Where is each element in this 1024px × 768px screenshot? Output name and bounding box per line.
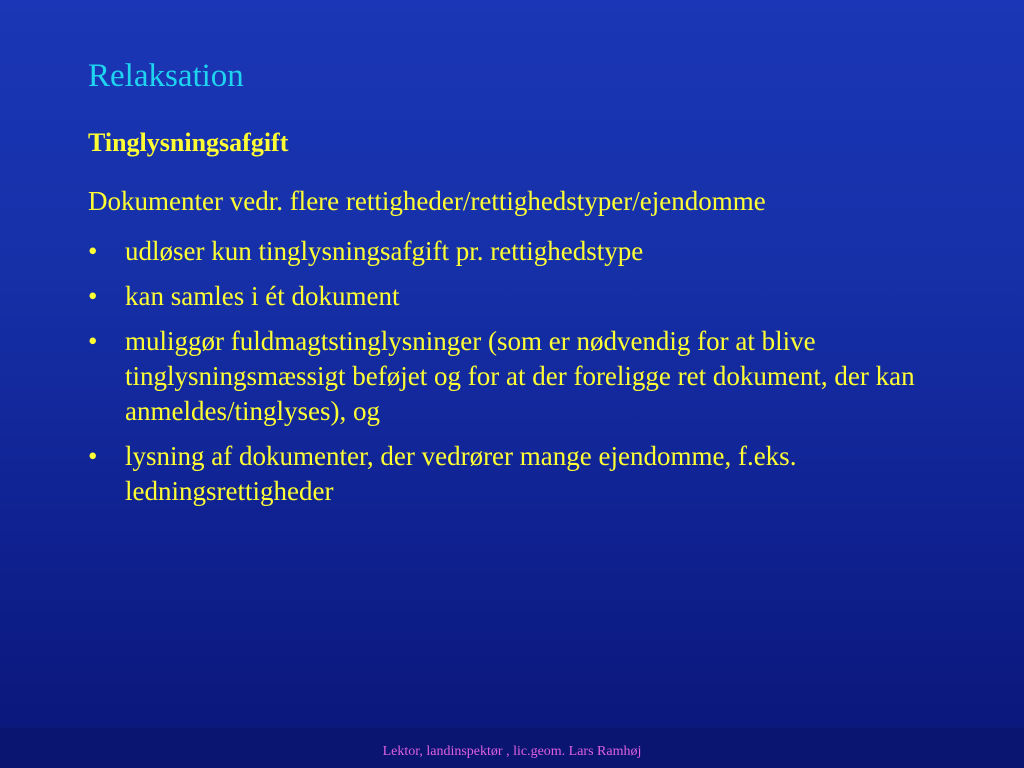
bullet-item — [88, 324, 968, 429]
slide-subtitle: Tinglysningsafgift — [88, 128, 289, 157]
bullet-text: muliggør fuldmagtstinglysninger (som er nødvendig for at blive tinglysningsmæssigt beføjet og for at der foreligge ret dokument, der kan anmeldes/tinglyses), og — [125, 326, 915, 426]
bullet-item — [88, 279, 968, 314]
bullet-dot-icon: • — [88, 326, 98, 356]
bullet-text: udløser kun tinglysningsafgift pr. rettighedstype — [125, 236, 644, 266]
bullet-item — [88, 439, 968, 509]
bullet-dot-icon: • — [88, 441, 98, 471]
intro-text: Dokumenter vedr. flere rettigheder/rettighedstyper/ejendomme — [88, 186, 766, 216]
bullet-text: kan samles i ét dokument — [125, 281, 400, 311]
slide-title: Relaksation — [88, 58, 244, 94]
bullet-list — [88, 234, 968, 519]
bullet-dot-icon: • — [88, 281, 98, 311]
bullet-text: lysning af dokumenter, der vedrører mange ejendomme, f.eks. ledningsrettigheder — [125, 441, 797, 506]
bullet-dot-icon: • — [88, 236, 98, 266]
bullet-item — [88, 234, 968, 269]
footer-text: Lektor, landinspektør , lic.geom. Lars Ramhøj — [382, 744, 642, 759]
